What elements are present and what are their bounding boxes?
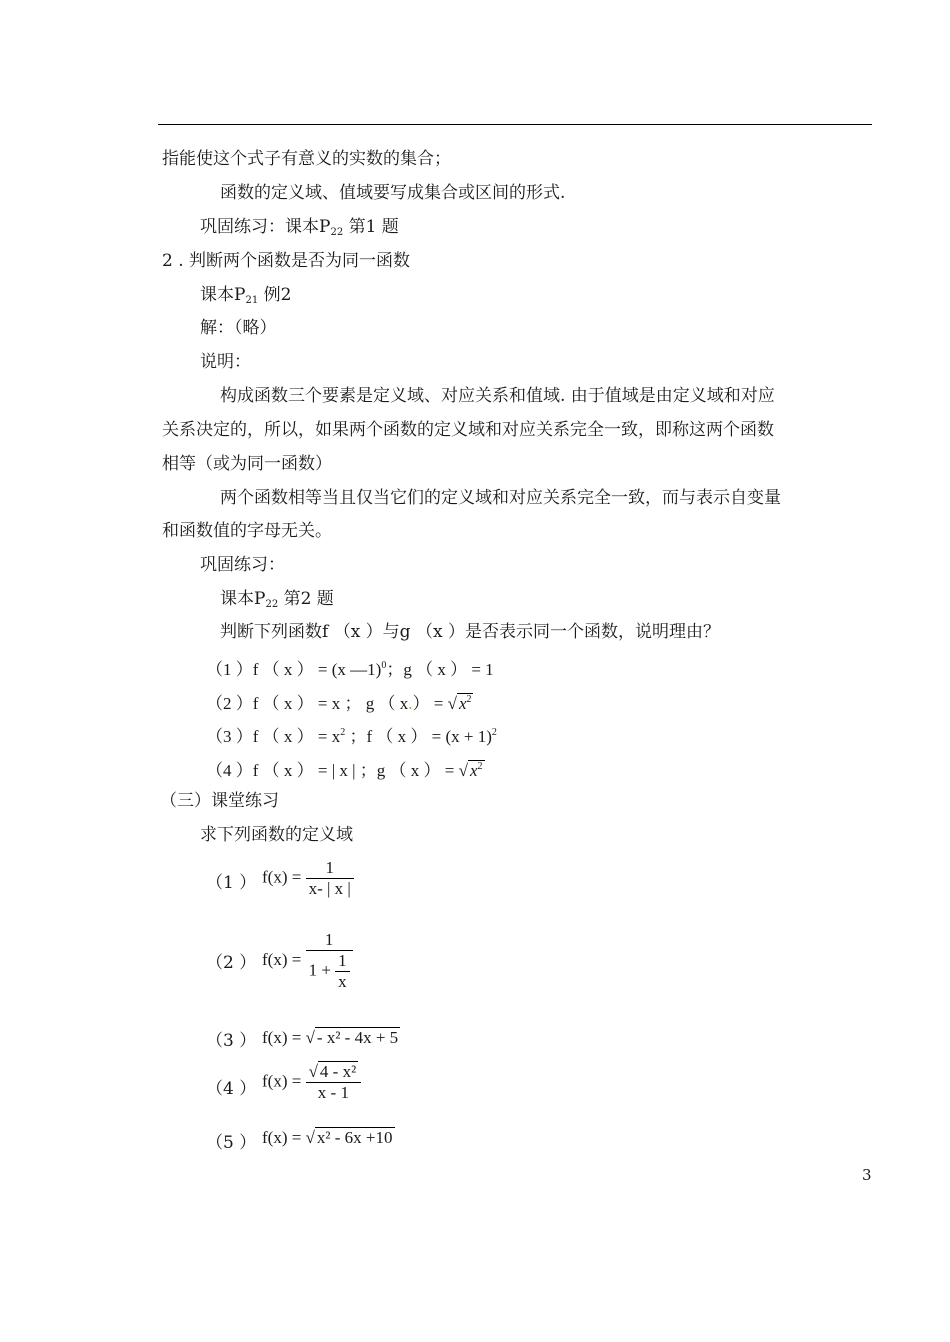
sqrt-symbol: √ $x^2$ <box>458 761 483 780</box>
denominator <box>306 950 353 992</box>
text-fragment: 1 + <box>308 960 331 980</box>
formula-lhs: f(x) = <box>262 1028 302 1047</box>
text-line: 关系决定的，所以，如果两个函数的定义域和对应关系完全一致，即称这两个函数 <box>162 420 774 440</box>
text-line <box>220 588 334 616</box>
exercise-label: （1 ） <box>206 873 257 893</box>
text-line: 判断下列函数f （x ）与g （x ）是否表示同一个函数，说明理由？ <box>220 622 720 642</box>
fraction <box>306 858 354 899</box>
text-fragment: （3 ）f （ x ） = x <box>206 727 341 746</box>
text-line: 相等（或为同一函数） <box>162 454 332 474</box>
radicand: - x² - 4x + 5 <box>316 1028 399 1047</box>
section-heading: 2 . 判断两个函数是否为同一函数 <box>162 251 411 271</box>
exercise-5-formula <box>262 1128 395 1148</box>
exercise-2-formula <box>262 930 353 992</box>
radicand: x <box>470 761 478 780</box>
text-line: 和函数值的字母无关。 <box>162 521 332 541</box>
inner-fraction <box>335 951 350 992</box>
section-heading: （三）课堂练习 <box>160 791 279 811</box>
problem-4 <box>206 756 485 782</box>
exercise-label: （4 ） <box>206 1079 257 1099</box>
superscript: 0 <box>381 660 387 671</box>
exercise-label: （2 ） <box>206 953 257 973</box>
text-line: 说明： <box>200 352 251 372</box>
highlight-dot: . <box>408 694 413 713</box>
subscript: 21 <box>245 295 259 306</box>
superscript: 2 <box>477 761 483 772</box>
formula-lhs: f(x) = <box>262 867 302 887</box>
text-line: 函数的定义域、值域要写成集合或区间的形式. <box>220 183 566 203</box>
text-fragment: 第1 题 <box>343 217 399 237</box>
text-fragment: ；g （ x ） = 1 <box>386 660 494 679</box>
formula-lhs: f(x) = <box>262 1128 302 1147</box>
page-number: 3 <box>862 1166 872 1184</box>
text-fragment: ） = <box>412 694 448 713</box>
denominator: x - 1 <box>306 1082 362 1103</box>
text-fragment: 第2 题 <box>278 589 334 609</box>
problem-3 <box>206 722 497 748</box>
text-fragment: （2 ）f （ x ） = x ； g （ x <box>206 694 409 713</box>
text-line <box>200 216 399 244</box>
exercise-label: （5 ） <box>206 1133 257 1153</box>
text-fragment: ；f （ x ） = (x + 1) <box>345 727 492 746</box>
sqrt-symbol: √ 4 - x² <box>308 1062 357 1081</box>
sqrt-symbol: √ - x² - 4x + 5 <box>305 1028 399 1047</box>
superscript: 2 <box>340 727 346 738</box>
text-line: 两个函数相等当且仅当它们的定义域和对应关系完全一致，而与表示自变量 <box>220 488 781 508</box>
exercise-label: （3 ） <box>206 1031 257 1051</box>
numerator: 1 <box>324 930 334 949</box>
exercise-3-formula <box>262 1028 400 1048</box>
text-line <box>200 284 291 312</box>
formula-lhs: f(x) = <box>262 949 302 969</box>
numerator <box>306 1062 362 1082</box>
text-fragment: （4 ）f （ x ） = | x | ；g （ x ） = <box>206 761 459 780</box>
text-fragment: 巩固练习：课本P <box>200 217 331 237</box>
subscript: 22 <box>265 599 279 610</box>
text-fragment: 例2 <box>258 285 292 305</box>
superscript: 2 <box>466 694 472 705</box>
radicand: x² - 6x +10 <box>316 1128 393 1147</box>
fraction <box>306 1062 362 1103</box>
radicand: 4 - x² <box>319 1062 357 1081</box>
text-line: 解：（略） <box>200 318 277 338</box>
formula-lhs: f(x) = <box>262 1071 302 1091</box>
subscript: 22 <box>330 227 344 238</box>
fraction <box>306 930 353 992</box>
text-fragment: （1 ）f （ x ） = (x —1) <box>206 660 382 679</box>
text-line: 构成函数三个要素是定义域、对应关系和值域. 由于值域是由定义域和对应 <box>220 386 775 406</box>
exercise-1-formula <box>262 858 354 899</box>
sqrt-symbol: √ $x^2$ <box>447 694 472 713</box>
sqrt-symbol: √ x² - 6x +10 <box>305 1128 393 1147</box>
text-line: 巩固练习： <box>200 555 285 575</box>
text-line: 指能使这个式子有意义的实数的集合； <box>162 149 451 169</box>
header-rule <box>158 124 872 125</box>
problem-2 <box>206 689 473 715</box>
denominator: x- | x | <box>306 878 354 899</box>
denominator: x <box>335 971 350 992</box>
text-fragment: 课本P <box>220 589 266 609</box>
problem-1 <box>206 655 494 681</box>
radicand: x <box>458 694 467 713</box>
text-fragment: 课本P <box>200 285 246 305</box>
numerator: 1 <box>338 951 347 970</box>
text-line: 求下列函数的定义域 <box>200 825 353 845</box>
exercise-4-formula <box>262 1062 361 1103</box>
numerator: 1 <box>325 858 334 877</box>
superscript: 2 <box>491 727 497 738</box>
